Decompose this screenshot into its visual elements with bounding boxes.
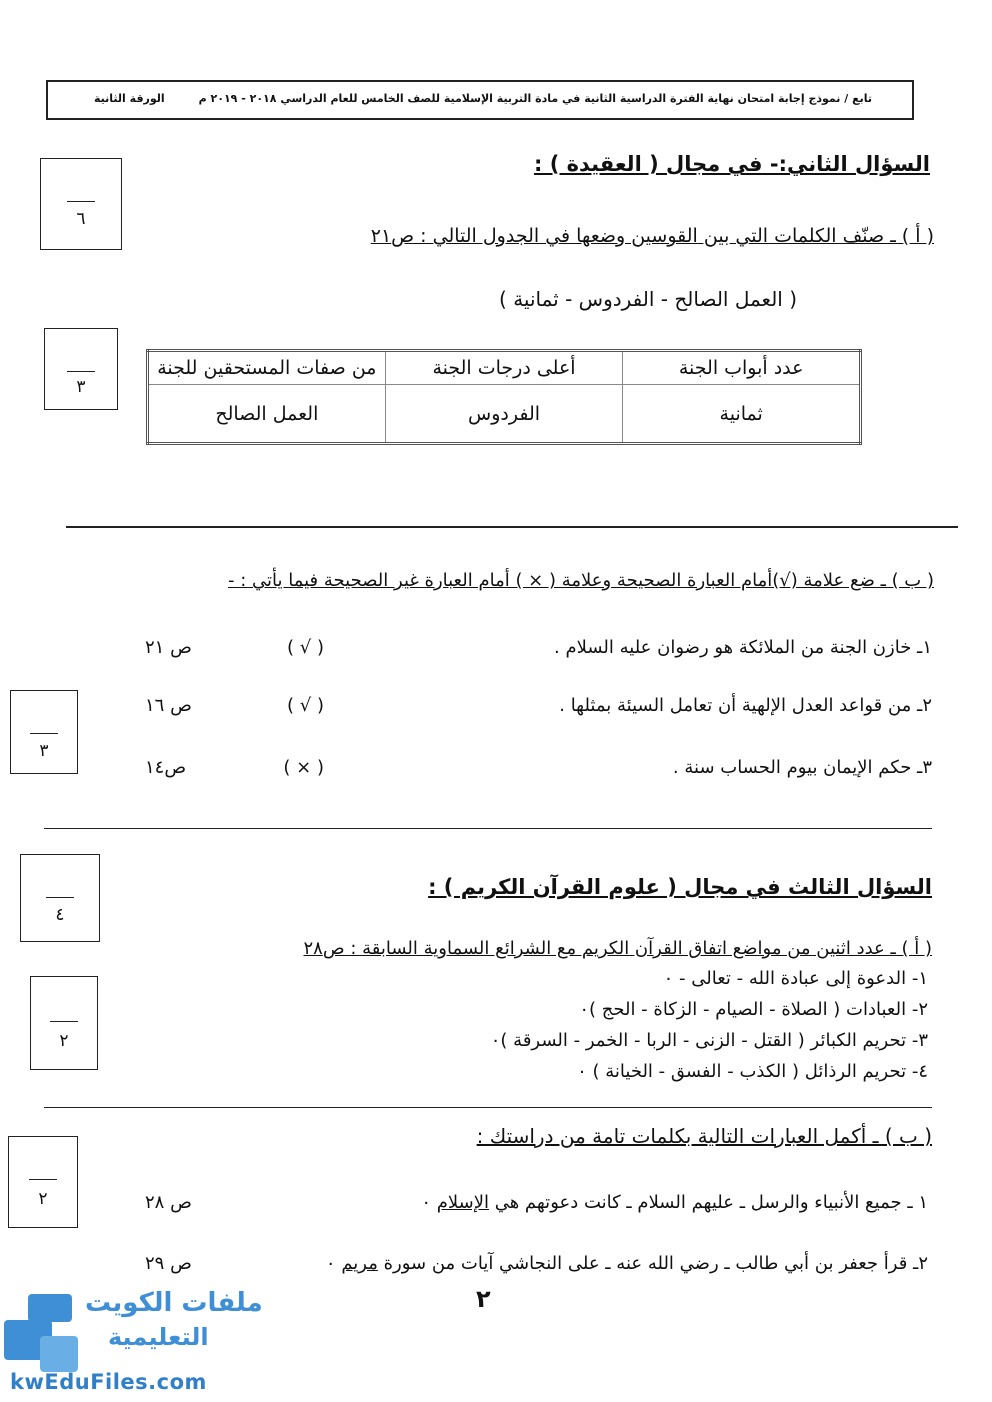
q3a-list-item: ١- الدعوة إلى عبادة الله - تعالى - ٠ [663,968,928,989]
q3b-item-2-before: ٢ـ قرأ جعفر بن أبي طالب ـ رضي الله عنه ـ على النجاشي آيات من سورة [377,1253,928,1274]
q2a-score-box [44,328,118,410]
page-number: ٢ [476,1285,491,1313]
score-divider [29,1179,57,1180]
tf-item-3-mark: ( × ) [283,757,324,778]
table-cell: الفردوس [385,385,623,444]
q2a-instruction: ( أ ) ـ صنّف الكلمات التي بين القوسين وضعها في الجدول التالي : ص٢١ [370,225,934,247]
q2b-instruction: ( ب ) ـ ضع علامة (√)أمام العبارة الصحيحة وعلامة ( × ) أمام العبارة غير الصحيحة فيما يأتي : - [228,570,934,591]
q2-score-box [40,158,122,250]
q3b-item-1 [421,1192,928,1213]
q3a-list-item: ٣- تحريم الكبائر ( القتل - الزنى - الربا - الخمر - السرقة )٠ [490,1030,928,1051]
q2b-score-box [10,690,78,774]
header-title: تابع / نموذج إجابة امتحان نهاية الفترة الدراسية الثانية في مادة التربية الإسلامية للصف الخامس للعام الدراسي ٢٠١٨ - ٢٠١٩ م [198,92,872,105]
score-divider [30,733,58,734]
q3a-score: ٢ [59,1031,69,1051]
classification-table [146,349,862,445]
q3b-item-1-answer: الإسلام [436,1192,489,1213]
watermark-text-line2: التعليمية [108,1323,209,1351]
q2a-word-list: ( العمل الصالح - الفردوس - ثمانية ) [499,287,797,311]
score-divider [50,1021,78,1022]
tf-item-3-ref: ص١٤ [145,757,187,778]
q3b-score-box [8,1136,78,1228]
score-divider [67,371,95,372]
tf-item-2-mark: ( √ ) [287,695,324,716]
watermark-url: kwEduFiles.com [10,1370,207,1394]
q3-title: السؤال الثالث في مجال ( علوم القرآن الكريم ) : [428,875,932,899]
q3-score: ٤ [55,905,65,925]
q3a-instruction: ( أ ) ـ عدد اثنين من مواضع اتفاق القرآن الكريم مع الشرائع السماوية السابقة : ص٢٨ [303,938,932,959]
tf-item-3-text: ٣ـ حكم الإيمان بيوم الحساب سنة . [672,757,932,778]
tf-item-2-ref: ص ١٦ [145,695,192,716]
q2b-score: ٣ [39,741,49,761]
table-row [148,385,861,444]
score-divider [46,897,74,898]
tf-item-1-text: ١ـ خازن الجنة من الملائكة هو رضوان عليه السلام . [554,637,932,658]
table-cell: ثمانية [623,385,861,444]
watermark-text-line1: ملفات الكويت [85,1288,263,1318]
score-divider [67,201,95,202]
tf-item-1-ref: ص ٢١ [145,637,192,658]
q3a-score-box [30,976,98,1070]
table-header-cell: من صفات المستحقين للجنة [148,351,386,385]
tf-item-2-text: ٢ـ من قواعد العدل الإلهية أن تعامل السيئة بمثلها . [559,695,932,716]
tf-item-1-mark: ( √ ) [287,637,324,658]
q2-title: السؤال الثاني:- في مجال ( العقيدة ) : [534,152,930,176]
header-box [46,80,914,120]
q3b-item-2 [326,1253,928,1274]
header-sheet-label: الورقة الثانية [94,92,165,105]
q3b-item-1-ref: ص ٢٨ [145,1192,192,1213]
table-header-cell: أعلى درجات الجنة [385,351,623,385]
q3a-list-item: ٤- تحريم الرذائل ( الكذب - الفسق - الخيانة ) ٠ [577,1061,928,1082]
q3b-score: ٢ [38,1189,48,1209]
q2-score: ٦ [76,209,86,229]
q3b-item-2-answer: مريم [341,1253,378,1274]
table-header-row [148,351,861,385]
q3b-instruction: ( ب ) ـ أكمل العبارات التالية بكلمات تامة من دراستك : [476,1124,932,1148]
table-cell: العمل الصالح [148,385,386,444]
section-divider [66,526,958,528]
q3a-list-item: ٢- العبادات ( الصلاة - الصيام - الزكاة - الحج )٠ [579,999,928,1020]
q2a-score: ٣ [76,377,86,397]
q3b-item-2-after: ٠ [325,1253,342,1274]
section-divider [44,828,932,829]
table-header-cell: عدد أبواب الجنة [623,351,861,385]
q3b-item-2-ref: ص ٢٩ [145,1253,192,1274]
q3b-item-1-after: ٠ [421,1192,437,1213]
q3b-item-1-before: ١ ـ جميع الأنبياء والرسل ـ عليهم السلام ـ كانت دعوتهم هي [488,1192,928,1213]
q3-score-box [20,854,100,942]
section-divider [44,1107,932,1108]
